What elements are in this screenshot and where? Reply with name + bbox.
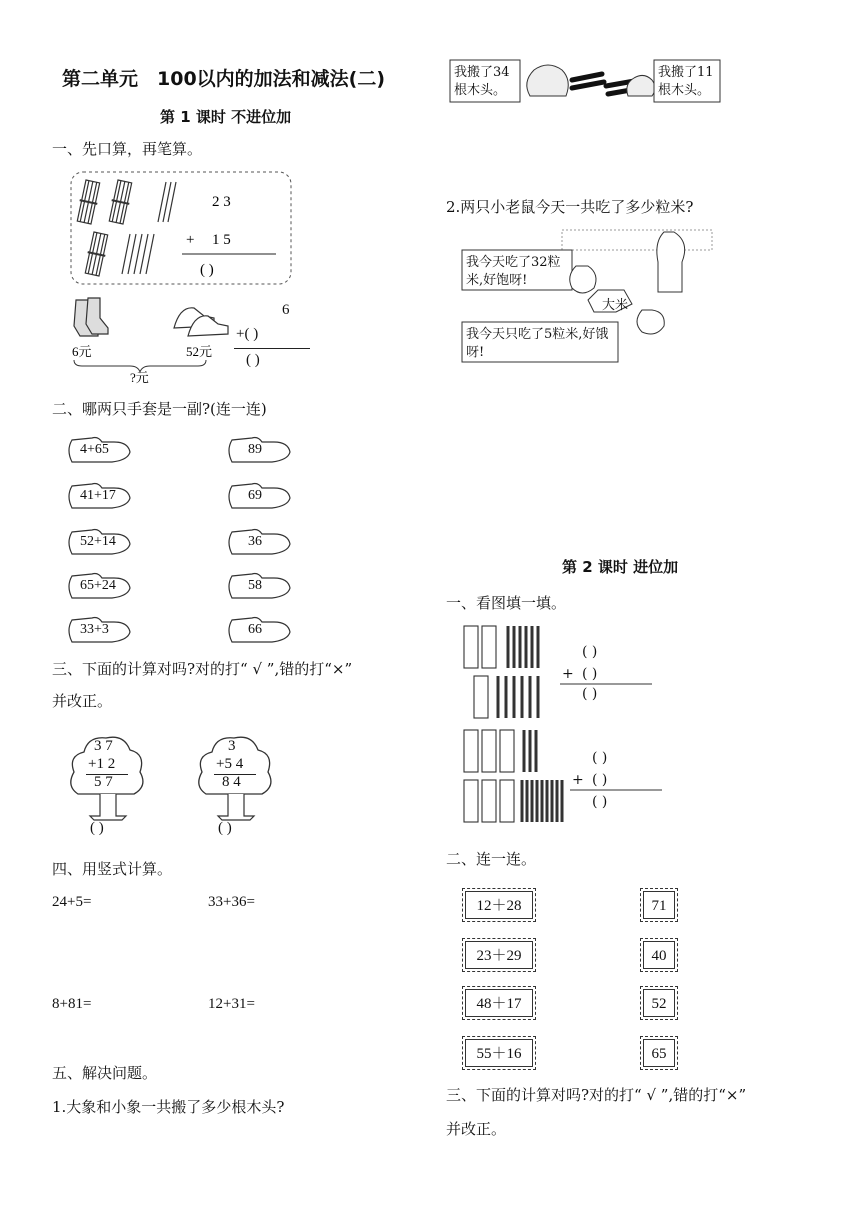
blank[interactable]: ( ) xyxy=(592,772,608,788)
speech-big-elephant: 我搬了34根木头。 xyxy=(454,65,510,98)
q1b-line xyxy=(234,348,310,349)
tree1-row3: 5 7 xyxy=(94,774,113,790)
mitten-right[interactable] xyxy=(226,616,292,646)
calc-item: 8+81= xyxy=(52,996,92,1012)
mitten-right[interactable] xyxy=(226,482,292,512)
tree2-mark[interactable]: ( ) xyxy=(218,820,232,836)
elephant-illustration xyxy=(448,56,724,108)
price-right: 52元 xyxy=(186,344,213,359)
expression-label: 48＋17 xyxy=(476,996,522,1012)
q5-problem-1: 1.大象和小象一共搬了多少根木头? xyxy=(52,1098,285,1116)
expression-label: 23＋29 xyxy=(476,948,522,964)
mice-illustration xyxy=(458,226,714,368)
price-left: 6元 xyxy=(72,344,92,359)
answer-label: 71 xyxy=(651,898,667,914)
blank[interactable]: ( ) xyxy=(592,794,608,810)
tree1-row2: +1 2 xyxy=(88,756,116,772)
price-total: ?元 xyxy=(130,370,149,385)
mouse-icon xyxy=(570,266,596,293)
q1-figure xyxy=(66,170,298,386)
answer-label: 40 xyxy=(651,948,667,964)
mittens-area xyxy=(66,436,306,648)
mitten-right[interactable] xyxy=(226,436,292,466)
sticks-illustration xyxy=(462,622,676,832)
expression-label: 55＋16 xyxy=(476,1046,522,1062)
lesson1-title: 第 1 课时 不进位加 xyxy=(160,108,292,126)
cat-icon xyxy=(657,232,685,292)
calc-item: 33+36= xyxy=(208,894,255,910)
tree-2 xyxy=(192,728,278,840)
mitten-left-label: 4+65 xyxy=(80,442,109,457)
tree2-row2: +5 4 xyxy=(216,756,244,772)
answer-label: 52 xyxy=(651,996,667,1012)
tree1-row1: 3 7 xyxy=(94,738,113,754)
lesson2-title: 第 2 课时 进位加 xyxy=(562,558,679,576)
answer-box[interactable] xyxy=(640,1036,678,1070)
blank[interactable]: ( ) xyxy=(592,750,608,766)
q1a-answer: ( ) xyxy=(200,262,214,278)
tree1-mark[interactable]: ( ) xyxy=(90,820,104,836)
mitten-right-label: 89 xyxy=(248,442,262,457)
l2-q3-heading-2: 并改正。 xyxy=(446,1120,507,1138)
q1a-op: + xyxy=(186,232,195,248)
baby-elephant-icon xyxy=(627,75,655,96)
speech-mouse-2: 我今天只吃了5粒米,好饿呀! xyxy=(466,327,609,360)
mitten-left[interactable] xyxy=(66,436,132,466)
q5-problem-2: 2.两只小老鼠今天一共吃了多少粒米? xyxy=(446,198,694,216)
plus-sign: + xyxy=(562,666,574,682)
socks-icon xyxy=(74,298,108,336)
sticks-illustration xyxy=(66,170,298,386)
q3-heading: 三、下面的计算对吗?对的打“ √ ”,错的打“×” xyxy=(52,660,353,678)
mitten-left[interactable] xyxy=(66,528,132,558)
q4-heading: 四、用竖式计算。 xyxy=(52,860,173,878)
expression-box[interactable] xyxy=(462,986,536,1020)
mitten-left-label: 52+14 xyxy=(80,534,116,549)
blank[interactable]: ( ) xyxy=(582,666,598,682)
expression-box[interactable] xyxy=(462,1036,536,1070)
mitten-left-label: 33+3 xyxy=(80,622,109,637)
answer-box[interactable] xyxy=(640,938,678,972)
plus-sign: + xyxy=(572,772,584,788)
l2-q3-heading: 三、下面的计算对吗?对的打“ √ ”,错的打“×” xyxy=(446,1086,747,1104)
calc-item: 24+5= xyxy=(52,894,92,910)
elephant-icon xyxy=(527,65,568,96)
mitten-left[interactable] xyxy=(66,482,132,512)
blank[interactable]: ( ) xyxy=(582,644,598,660)
blank[interactable]: ( ) xyxy=(582,686,598,702)
mitten-left[interactable] xyxy=(66,616,132,646)
shoes-icon xyxy=(174,308,228,336)
unit-title: 第二单元 100以内的加法和减法(二) xyxy=(62,68,386,90)
answer-label: 65 xyxy=(651,1046,667,1062)
mouse-icon xyxy=(637,310,664,334)
rice-bag-label: 大米 xyxy=(602,298,629,313)
q1b-mid: +( ) xyxy=(236,326,259,342)
l2-q1-heading: 一、看图填一填。 xyxy=(446,594,567,612)
mitten-right-label: 36 xyxy=(248,534,262,549)
expression-box[interactable] xyxy=(462,938,536,972)
q1-heading: 一、先口算，再笔算。 xyxy=(52,140,203,158)
l2-sticks-figure xyxy=(462,622,676,832)
mitten-right[interactable] xyxy=(226,528,292,558)
q5-heading: 五、解决问题。 xyxy=(52,1064,158,1082)
q3-heading-2: 并改正。 xyxy=(52,692,113,710)
mitten-right-label: 58 xyxy=(248,578,262,593)
l2-q2-heading: 二、连一连。 xyxy=(446,850,537,868)
q1b-answer: ( ) xyxy=(246,352,260,368)
tree2-row3: 8 4 xyxy=(222,774,241,790)
answer-box[interactable] xyxy=(640,986,678,1020)
q2-heading: 二、哪两只手套是一副?(连一连) xyxy=(52,400,267,418)
mitten-left-label: 65+24 xyxy=(80,578,116,593)
expression-box[interactable] xyxy=(462,888,536,922)
tree2-row1: 3 xyxy=(228,738,236,754)
calc-item: 12+31= xyxy=(208,996,255,1012)
mitten-right-label: 66 xyxy=(248,622,262,637)
answer-box[interactable] xyxy=(640,888,678,922)
mitten-left[interactable] xyxy=(66,572,132,602)
speech-mouse-1: 我今天吃了32粒米,好饱呀! xyxy=(466,255,561,288)
mitten-right[interactable] xyxy=(226,572,292,602)
speech-small-elephant: 我搬了11根木头。 xyxy=(658,65,714,98)
q1b-top: 6 xyxy=(282,302,290,318)
q1a-bottom: 1 5 xyxy=(212,232,231,248)
tree-1 xyxy=(64,728,150,840)
expression-label: 12＋28 xyxy=(476,898,522,914)
mitten-left-label: 41+17 xyxy=(80,488,116,503)
mitten-right-label: 69 xyxy=(248,488,262,503)
q1a-top: 2 3 xyxy=(212,194,231,210)
